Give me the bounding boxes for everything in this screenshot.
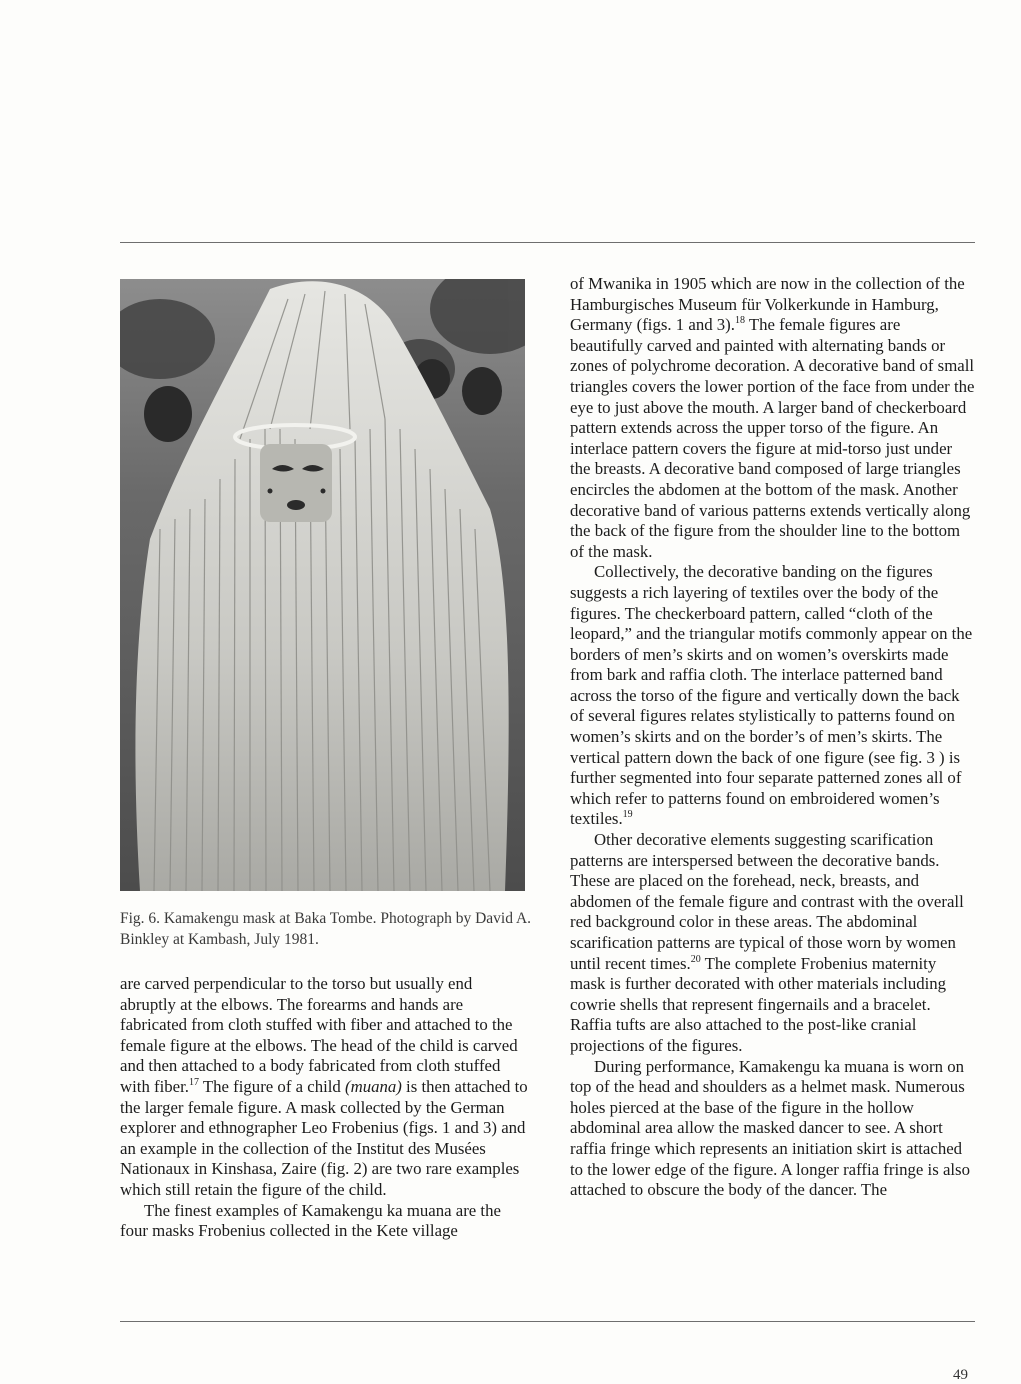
right-paragraph-3: Other decorative elements suggesting scarification patterns are interspersed between the decorative bands. These are placed on the forehead, neck, breasts, and abdomen of the female figure and contrast with the overall red background color in these areas. The abdominal scarification patterns are typical of those worn by women until recent times.$^{20}$ The complete Frobenius maternity mask is further decorated with other materials including cowrie shells that represent fingernails and a bracelet. Raffia tufts are also attached to the post-like cranial projections of the figures. bbox=[570, 830, 964, 1055]
italic-term-muana: (muana) bbox=[345, 1076, 402, 1096]
footnote-ref-18: 18 bbox=[734, 315, 745, 327]
mask-photo-illustration bbox=[120, 279, 525, 891]
left-paragraph-2: The finest examples of Kamakengu ka muana are the four masks Frobenius collected in the Kete village bbox=[120, 1200, 501, 1241]
footnote-ref-20: 20 bbox=[690, 953, 701, 965]
left-paragraph-1: are carved perpendicular to the torso but usually end abruptly at the elbows. The forearms and hands are fabricated from cloth stuffed with fiber and attached to the female figure at the elbows. The head of the child is carved and then attached to a body fabricated from cloth stuffed with fiber.$^{17}$ The figure of a child (muana) is then attached to the larger female figure. A mask collected by the German explorer and ethnographer Leo Frobenius (figs. 1 and 3) and an example in the collection of the Institut des Musées Nationaux in Kinshasa, Zaire (fig. 2) are two rare examples which still retain the figure of the child. bbox=[120, 974, 528, 1199]
top-rule bbox=[120, 242, 975, 243]
right-paragraph-1: of Mwanika in 1905 which are now in the collection of the Hamburgisches Museum für Volkerkunde in Hamburg, Germany (figs. 1 and 3).$^{18}$ The female figures are beautifully carved and painted with alternating bands or zones of polychrome decoration. A decorative band of small triangles covers the lower portion of the face from under the eye to just above the mouth. A larger band of checkerboard pattern extends across the upper torso of the figure. An interlace pattern covers the figure at mid-torso just under the breasts. A decorative band composed of large triangles encircles the abdomen at the bottom of the mask. Another decorative band of various patterns extends vertically along the back of the figure from the shoulder line to the bottom of the mask. bbox=[570, 274, 975, 561]
left-text-column bbox=[120, 974, 528, 1242]
footnote-ref-17: 17 bbox=[188, 1076, 199, 1088]
figure-caption: Fig. 6. Kamakengu mask at Baka Tombe. Photograph by David A. Binkley at Kambash, July 1981. bbox=[120, 910, 532, 948]
right-text-column bbox=[570, 274, 975, 1201]
page-number: 49 bbox=[953, 1367, 968, 1383]
footnote-ref-19: 19 bbox=[622, 809, 633, 821]
right-paragraph-2: Collectively, the decorative banding on the figures suggests a rich layering of textiles over the body of the figures. The checkerboard pattern, called “cloth of the leopard,” and the triangular motifs commonly appear on the borders of men’s skirts and on women’s overskirts made from bark and raffia cloth. The interlace patterned band across the torso of the figure and vertically down the back of several figures relates stylistically to patterns found on women’s skirts and on the border’s of men’s skirts. The vertical pattern down the back of one figure (see fig. 3 ) is further segmented into four separate patterned zones all of which refer to patterns found on embroidered women’s textiles.$^{19}$ bbox=[570, 562, 973, 829]
right-paragraph-4: During performance, Kamakengu ka muana is worn on top of the head and shoulders as a helmet mask. Numerous holes pierced at the base of the figure in the hollow abdominal area allow the masked dancer to see. A short raffia fringe which represents an initiation skirt is attached to the lower edge of the figure. A longer raffia fringe is also attached to obscure the body of the dancer. The bbox=[570, 1056, 970, 1200]
bottom-rule bbox=[120, 1321, 975, 1322]
mask-photograph bbox=[120, 279, 525, 891]
